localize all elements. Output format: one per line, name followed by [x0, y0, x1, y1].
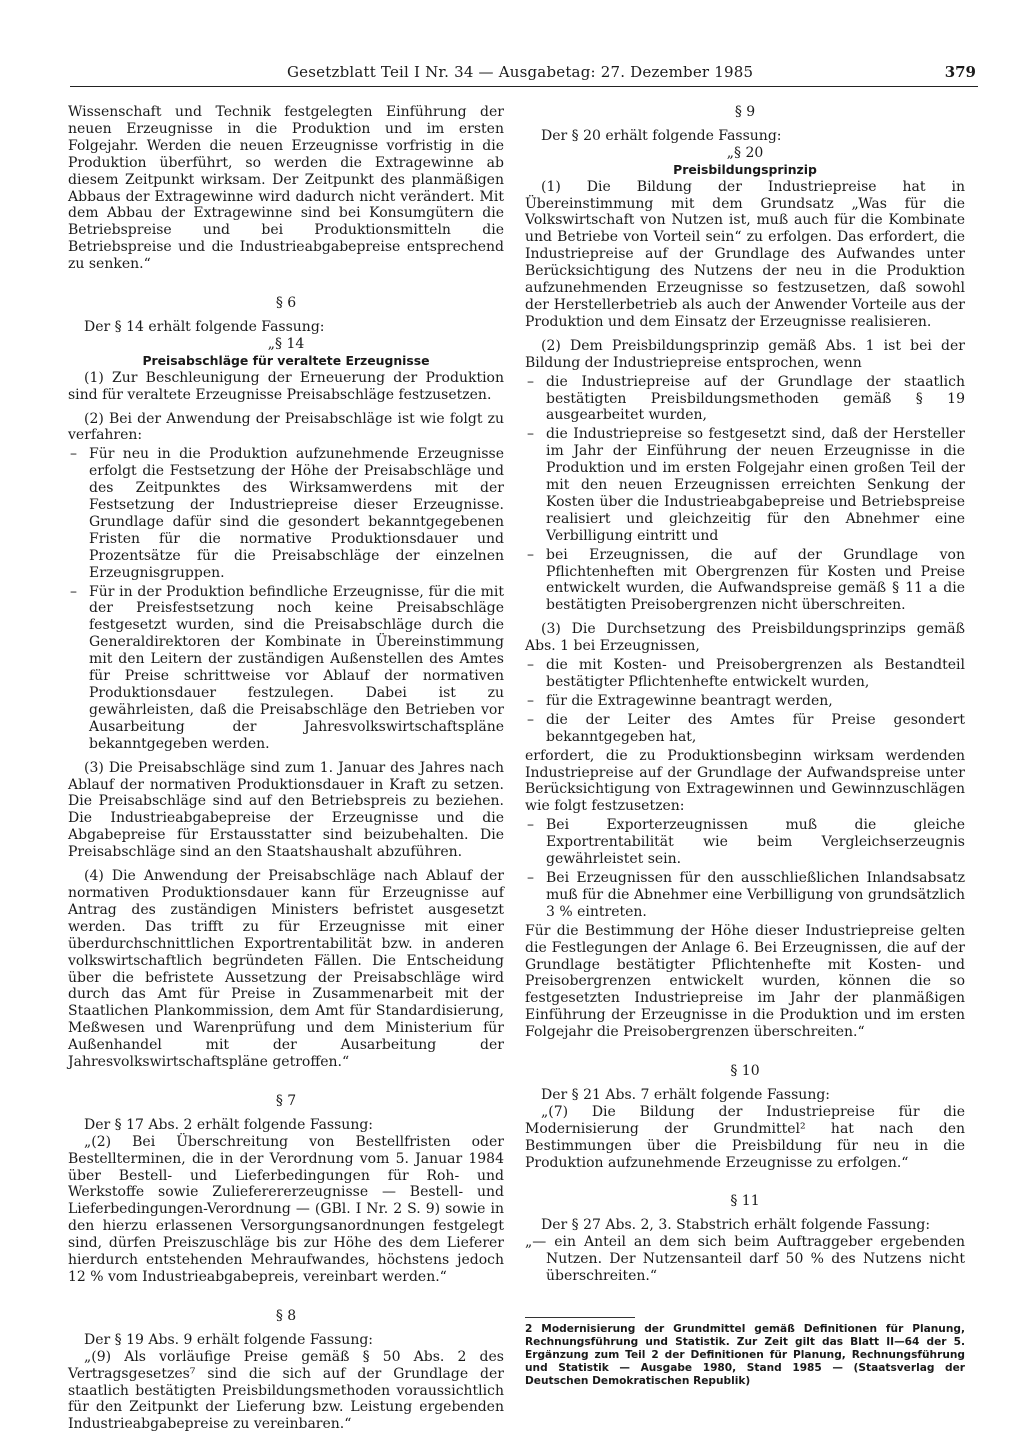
section-intro: Der § 20 erhält folgende Fassung: — [541, 127, 782, 144]
list-item: – die Industriepreise auf der Grundlage der staatlich bestätigten Preisbildungsmethoden gemäß § 19 ausgearbeitet wurden, — [525, 374, 965, 425]
list-item: – Für neu in die Produktion aufzunehmende Erzeugnisse erfolgt die Festsetzung der Höhe der Preisabschläge und des Zeitpunktes des Wirksamwerdens mit der Festsetzung der Industriepreise dieser Erzeugnisse. Grundlage dafür sind die gesondert bekanntgegebenen Fristen für die normative Produktionsdauer und Prozentsätze für die Preisabschläge der einzelnen Erzeugnisgruppen. — [68, 446, 504, 581]
dash-list — [525, 657, 965, 746]
list-item: – für die Extragewinne beantragt werden, — [525, 693, 965, 710]
paragraph: „(2) Bei Überschreitung von Bestellfristen oder Bestellterminen, die in der Verordnung vom 5. Januar 1984 über Bestell- und Lieferbedingungen für Roh- und Werkstoffe sowie Zulieferererzeugnisse — Bestell- und Lieferbedingungen-Verordnung — (GBl. I Nr. 2 S. 9) sowie in den hierzu erlassenen Versorgungsanordnungen festgelegt sind, dürfen Preiszuschläge bis zur Höhe des dem Lieferer hierdurch entstehenden Mehraufwandes, höchstens jedoch 12 % vom Industrieabgabepreis, vereinbart werden.“ — [68, 1133, 504, 1285]
paragraph: (1) Zur Beschleunigung der Erneuerung der Produktion sind für veraltete Erzeugnisse Preisabschläge festzusetzen. — [68, 369, 504, 403]
paragraph: (2) Bei der Anwendung der Preisabschläge ist wie folgt zu verfahren: — [68, 410, 504, 444]
page-header — [70, 62, 978, 87]
paragraph: erfordert, die zu Produktionsbeginn wirksam werdenden Industriepreise auf der Grundlage der Aufwandspreise unter Berücksichtigung von Extragewinnen und Gewinnzuschlägen wie folgt festzusetzen: — [525, 747, 965, 815]
section-heading-6: § 6 — [275, 295, 297, 312]
list-item: – bei Erzeugnissen, die auf der Grundlage von Pflichtenheften mit Obergrenzen für Kosten und Preise entwickelt wurden, die Aufwandspreise gemäß § 11 a die bestätigten Preisobergrenzen nicht überschreiten. — [525, 547, 965, 615]
section-heading-9: § 9 — [734, 104, 756, 120]
page-number: 379 — [944, 63, 976, 81]
section-heading-11: § 11 — [730, 1193, 760, 1210]
dash-list — [525, 817, 965, 920]
right-column — [525, 104, 965, 1388]
list-item: – Bei Exporterzeugnissen muß die gleiche Exportrentabilität wie beim Vergleichserzeugnis gewährleistet sein. — [525, 817, 965, 868]
section-intro: Der § 27 Abs. 2, 3. Stabstrich erhält folgende Fassung: — [541, 1217, 931, 1234]
left-column — [68, 104, 504, 1433]
subsection-number: „§ 14 — [267, 335, 305, 352]
dash-list — [525, 374, 965, 615]
list-item: – Bei Erzeugnissen für den ausschließlichen Inlandsabsatz muß für die Abnehmer eine Verbilligung von grundsätzlich 3 % eintreten. — [525, 870, 965, 921]
section-intro: Der § 14 erhält folgende Fassung: — [84, 318, 325, 335]
section-heading-7: § 7 — [275, 1092, 297, 1109]
paragraph: (2) Dem Preisbildungsprinzip gemäß Abs. 1 ist bei der Bildung der Industriepreise entsprochen, wenn — [525, 337, 965, 371]
section-intro: Der § 17 Abs. 2 erhält folgende Fassung: — [84, 1116, 374, 1133]
footnote: 2 Modernisierung der Grundmittel gemäß Definitionen für Planung, Rechnungsführung und Statistik. Zur Zeit gilt das Blatt II—64 der 5. Ergänzung zum Teil 2 der Definitionen für Planung, Rechnungsführung und Statistik — Ausgabe 1980, Stand 1985 — (Staatsverlag der Deutschen Demokratischen Republik) — [525, 1323, 965, 1387]
section-heading-8: § 8 — [275, 1307, 297, 1324]
section-intro: Der § 21 Abs. 7 erhält folgende Fassung: — [541, 1086, 831, 1103]
paragraph: (4) Die Anwendung der Preisabschläge nach Ablauf der normativen Produktionsdauer kann für Erzeugnisse auf Antrag des zuständigen Ministers befristet ausgesetzt werden. Das trifft zu für Erzeugnisse mit einer überdurchschnittlichen Exportrentabilität bzw. in anderen volkswirtschaftlich begründeten Fällen. Die Entscheidung über die befristete Aussetzung der Preisabschläge wird durch das Amt für Preise in Zusammenarbeit mit der Staatlichen Plankommission, dem Amt für Standardisierung, Meßwesen und Warenprüfung und dem Ministerium für Außenhandel mit der Ausarbeitung der Jahresvolkswirtschaftspläne getroffen.“ — [68, 868, 504, 1071]
list-item: – die mit Kosten- und Preisobergrenzen als Bestandteil bestätigter Pflichtenhefte entwickelt wurden, — [525, 657, 965, 691]
paragraph: Wissenschaft und Technik festgelegten Einführung der neuen Erzeugnisse in die Produktion und im ersten Folgejahr. Werden die neuen Erzeugnisse vorfristig in die Produktion überführt, so werden die Extragewinne ab diesem Zeitpunkt wirksam. Der Zeitpunkt des planmäßigen Abbaus der Extragewinne wird dadurch nicht verändert. Mit dem Abbau der Extragewinne sind bei Konsumgütern die Betriebspreise und bei Produktionsmitteln die Betriebspreise und die Industrieabgabepreise entsprechend zu senken.“ — [68, 104, 504, 273]
paragraph: (3) Die Durchsetzung des Preisbildungsprinzips gemäß Abs. 1 bei Erzeugnissen, — [525, 621, 965, 655]
subsection-number: „§ 20 — [726, 144, 764, 161]
paragraph: „(7) Die Bildung der Industriepreise für die Modernisierung der Grundmittel² hat nach den Bestimmungen über die Preisbildung für neu in die Produktion aufzunehmende Erzeugnisse zu erfolgen.“ — [525, 1103, 965, 1171]
subsection-title: Preisbildungsprinzip — [673, 161, 817, 177]
paragraph: „— ein Anteil an dem sich beim Auftraggeber ergebenden Nutzen. Der Nutzensanteil darf 50 % des Nutzens nicht überschreiten.“ — [525, 1234, 965, 1285]
section-intro: Der § 19 Abs. 9 erhält folgende Fassung: — [84, 1331, 374, 1348]
header-title: Gesetzblatt Teil I Nr. 34 — Ausgabetag: 27. Dezember 1985 — [287, 63, 754, 81]
list-item: – die der Leiter des Amtes für Preise gesondert bekanntgegeben hat, — [525, 712, 965, 746]
paragraph: „(9) Als vorläufige Preise gemäß § 50 Abs. 2 des Vertragsgesetzes⁷ sind die sich auf der Grundlage der staatlich bestätigten Preisbildungsmethoden voraussichtlich für den Zeitpunkt der Lieferung bzw. Leistung ergebenden Industrieabgabepreise zu vereinbaren.“ — [68, 1348, 504, 1433]
paragraph: (3) Die Preisabschläge sind zum 1. Januar des Jahres nach Ablauf der normativen Produktionsdauer in Kraft zu setzen. Die Preisabschläge sind auf den Betriebspreis zu beziehen. Die Industrieabgabepreise der Erzeugnisse und die Abgabepreise für Erstausstatter sind beizubehalten. Die Preisabschläge sind an den Staatshaushalt abzuführen. — [68, 759, 504, 861]
paragraph: Für die Bestimmung der Höhe dieser Industriepreise gelten die Festlegungen der Anlage 6. Bei Erzeugnissen, die auf der Grundlage bestätigter Pflichtenhefte mit Kosten- und Preisobergrenzen entwickelt wurden, können die so festgesetzten Industriepreise im Jahr der planmäßigen Einführung der Erzeugnisse in die Produktion und im ersten Folgejahr die Preisobergrenzen überschreiten.“ — [525, 922, 965, 1041]
paragraph: (1) Die Bildung der Industriepreise hat in Übereinstimmung mit dem Grundsatz „Was für die Volkswirtschaft von Nutzen ist, muß auch für die Kombinate und Betriebe von Vorteil sein“ zu erfolgen. Das erfordert, die Industriepreise auf der Grundlage des Aufwandes unter Berücksichtigung des Nutzens der neu in die Produktion aufzunehmenden Erzeugnisse so festzusetzen, daß sowohl der Herstellerbetrieb als auch der Anwender Vorteile aus der Produktion und dem Einsatz der Erzeugnisse realisieren. — [525, 178, 965, 330]
section-heading-10: § 10 — [730, 1063, 760, 1080]
list-item: – Für in der Produktion befindliche Erzeugnisse, für die mit der Preisfestsetzung noch keine Preisabschläge festgesetzt wurden, sind die Preisabschläge durch die Generaldirektoren der Kombinate in Übereinstimmung mit den Leitern der zuständigen Außenstellen des Amtes für Preise schrittweise vor Ablauf der normativen Produktionsdauer festzulegen. Dabei ist zu gewährleisten, daß die Preisabschläge den Betrieben vor Ausarbeitung der Jahresvolkswirtschaftspläne bekanntgegeben werden. — [68, 584, 504, 753]
subsection-title: Preisabschläge für veraltete Erzeugnisse — [142, 352, 430, 368]
list-item: – die Industriepreise so festgesetzt sind, daß der Hersteller im Jahr der Einführung der neuen Erzeugnisse in die Produktion und im ersten Folgejahr einen großen Teil der mit den neuen Erzeugnissen erreichten Senkung der Kosten über die Industrieabgabepreise und Betriebspreise realisiert und gleichzeitig für den Abnehmer eine Verbilligung eintritt und — [525, 426, 965, 544]
dash-list — [68, 446, 504, 752]
